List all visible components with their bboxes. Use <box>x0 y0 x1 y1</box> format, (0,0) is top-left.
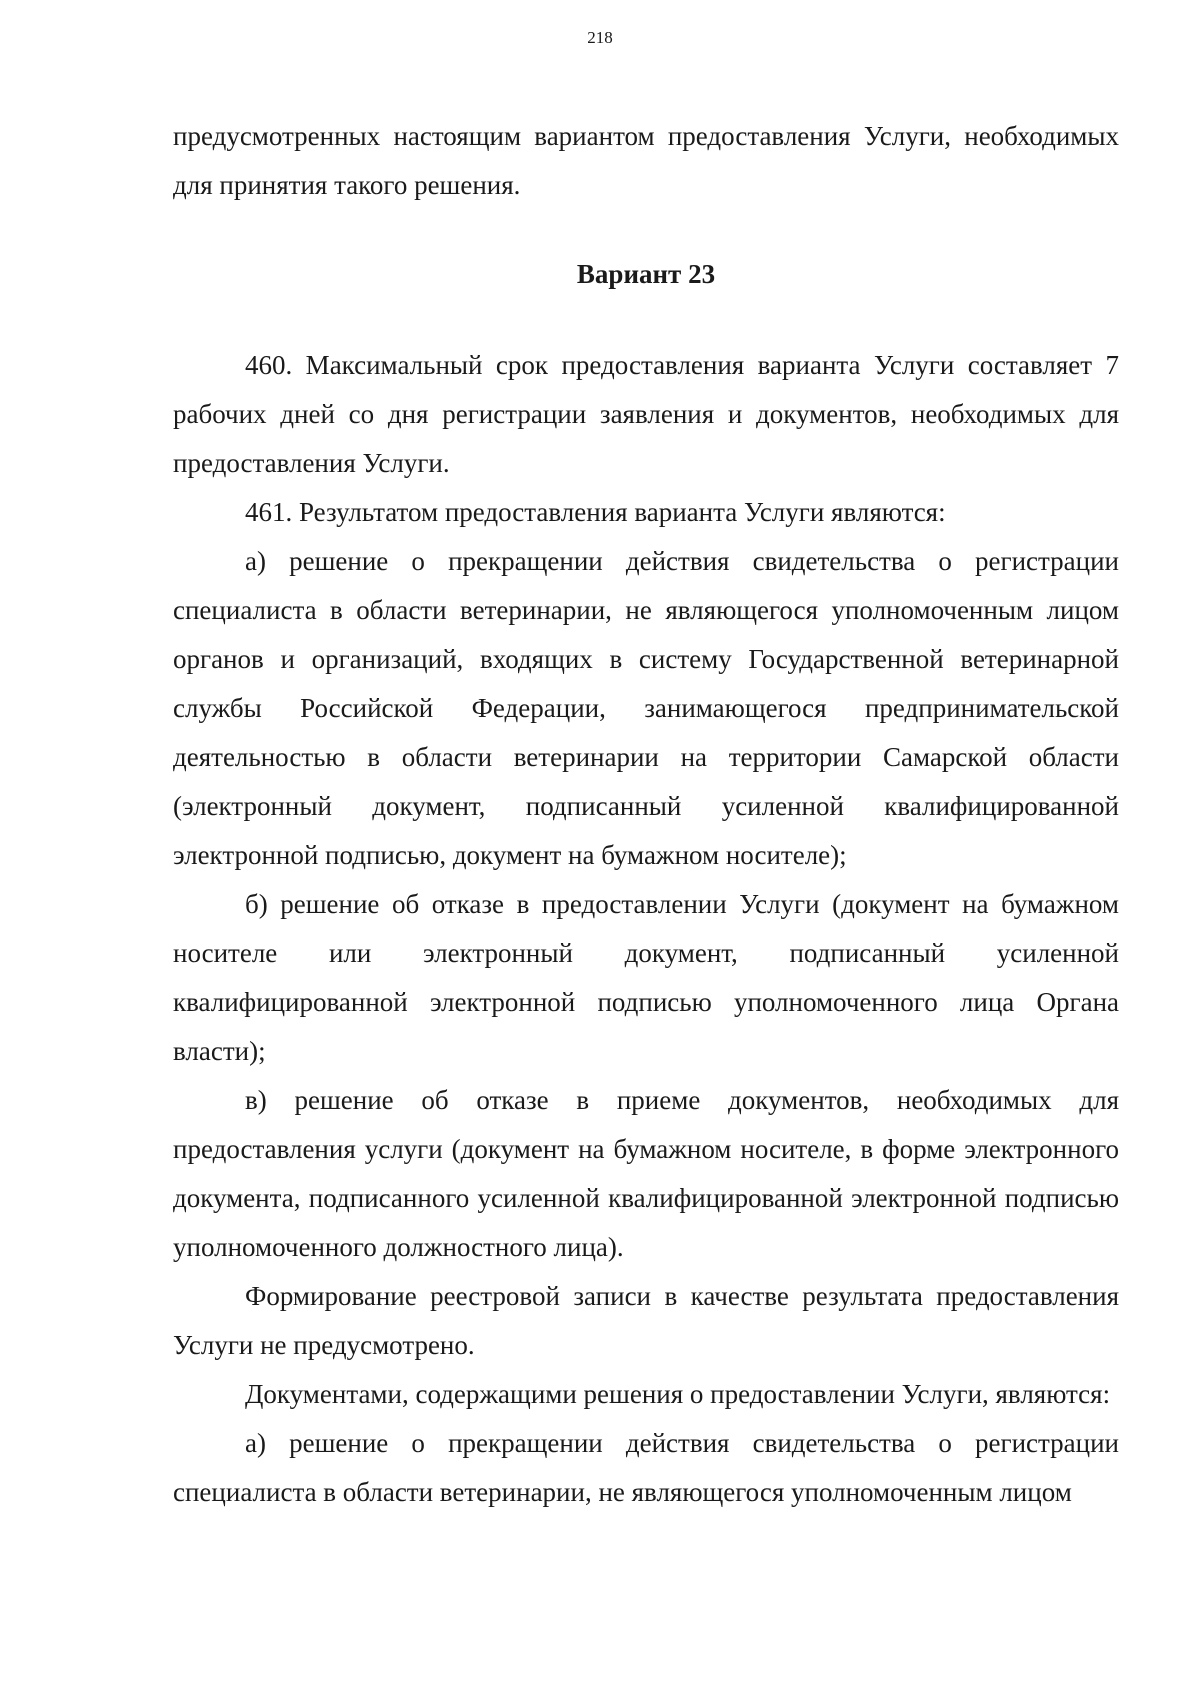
paragraph-461: 461. Результатом предоставления варианта Услуги являются: <box>245 497 946 527</box>
paragraph-decision-item-a: а) решение о прекращении действия свидетельства о регистрации специалиста в области ветеринарии, не являющегося уполномоченным лицом <box>173 1428 1119 1507</box>
paragraph-item-b: б) решение об отказе в предоставлении Услуги (документ на бумажном носителе или электронный документ, подписанный усиленной квалифицированной электронной подписью уполномоченного лица Органа власти); <box>173 889 1119 1066</box>
document-body <box>173 112 1119 1517</box>
intro-paragraph: предусмотренных настоящим вариантом предоставления Услуги, необходимых для принятия такого решения. <box>173 121 1119 200</box>
paragraph-registry-record: Формирование реестровой записи в качестве результата предоставления Услуги не предусмотрено. <box>173 1281 1119 1360</box>
paragraph-460: 460. Максимальный срок предоставления варианта Услуги составляет 7 рабочих дней со дня регистрации заявления и документов, необходимых для предоставления Услуги. <box>173 350 1119 478</box>
section-heading: Вариант 23 <box>576 259 716 289</box>
paragraph-decision-documents: Документами, содержащими решения о предоставлении Услуги, являются: <box>245 1379 1111 1409</box>
paragraph-item-a: а) решение о прекращении действия свидетельства о регистрации специалиста в области ветеринарии, не являющегося уполномоченным лицом органов и организаций, входящих в систему Государственной ветеринарной службы Российской Федерации, занимающегося предпринимательской деятельностью в области ветеринарии на территории Самарской области (электронный документ, подписанный усиленной квалифицированной электронной подписью, документ на бумажном носителе); <box>173 546 1119 870</box>
page-number: 218 <box>587 28 613 47</box>
paragraph-item-v: в) решение об отказе в приеме документов, необходимых для предоставления услуги (документ на бумажном носителе, в форме электронного документа, подписанного усиленной квалифицированной электронной подписью уполномоченного должностного лица). <box>173 1085 1119 1262</box>
